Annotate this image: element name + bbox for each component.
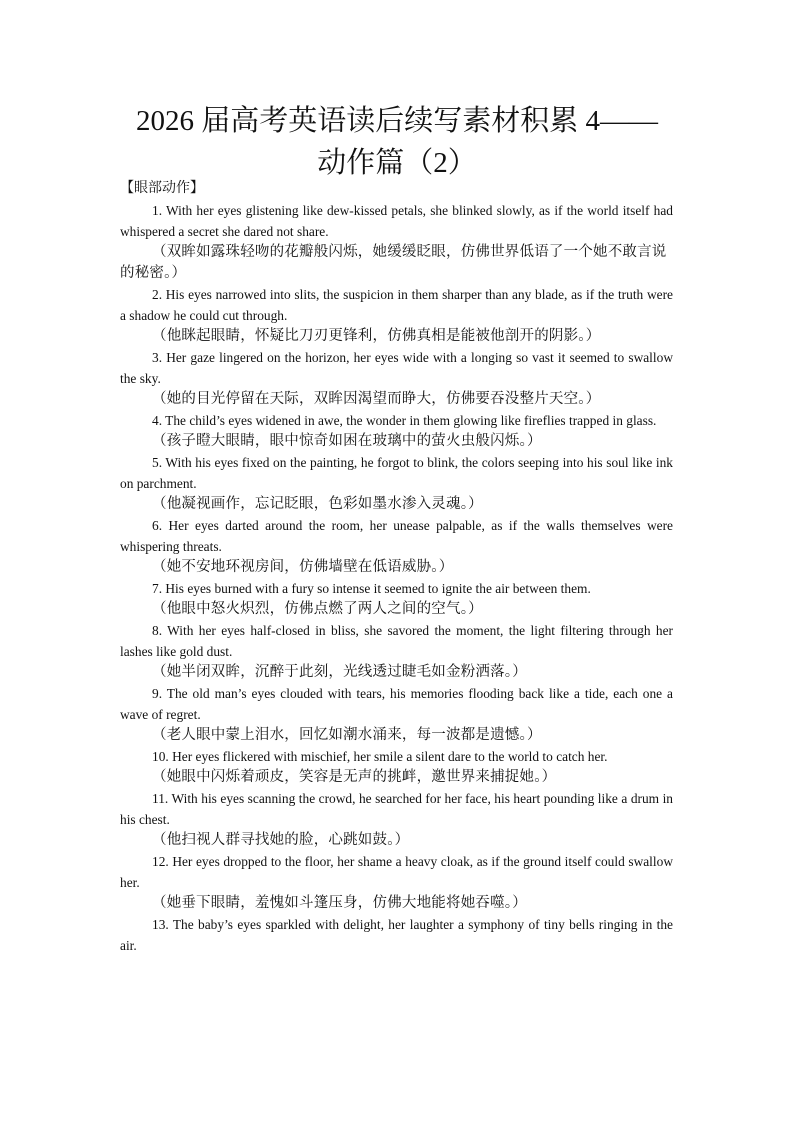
english-sentence: 6. Her eyes darted around the room, her unease palpable, as if the walls themselves were whispering threats. xyxy=(120,518,673,554)
english-sentence: 9. The old man’s eyes clouded with tears, his memories flooding back like a tide, each one a wave of regret. xyxy=(120,686,673,722)
english-sentence: 7. His eyes burned with a fury so intense it seemed to ignite the air between them. xyxy=(152,581,591,596)
page-title xyxy=(100,100,694,184)
chinese-translation: （她不安地环视房间，仿佛墙壁在低语威胁。） xyxy=(152,559,454,575)
chinese-translation: （她垂下眼睛，羞愧如斗篷压身，仿佛大地能将她吞噬。） xyxy=(152,895,527,911)
english-sentence: 2. His eyes narrowed into slits, the suspicion in them sharper than any blade, as if the truth were a shadow he could cut through. xyxy=(120,287,673,323)
english-sentence: 5. With his eyes fixed on the painting, he forgot to blink, the colors seeping into his soul like ink on parchment. xyxy=(120,455,673,491)
list-item xyxy=(120,914,673,956)
chinese-translation: （他眼中怒火炽烈，仿佛点燃了两人之间的空气。） xyxy=(152,601,483,617)
section-heading: 【眼部动作】 xyxy=(120,180,204,196)
english-sentence: 10. Her eyes flickered with mischief, her smile a silent dare to the world to catch her. xyxy=(152,749,608,764)
chinese-translation: （他扫视人群寻找她的脸，心跳如鼓。） xyxy=(152,832,410,848)
list-item xyxy=(120,746,673,788)
chinese-translation: （她半闭双眸，沉醉于此刻，光线透过睫毛如金粉洒落。） xyxy=(152,664,527,680)
list-item xyxy=(120,347,673,410)
list-item xyxy=(120,788,673,851)
list-item xyxy=(120,200,673,284)
item-list xyxy=(120,200,673,956)
chinese-translation: （双眸如露珠轻吻的花瓣般闪烁，她缓缓眨眼，仿佛世界低语了一个她不敢言说的秘密。） xyxy=(120,244,667,281)
chinese-translation: （他眯起眼睛，怀疑比刀刃更锋利，仿佛真相是能被他剖开的阴影。） xyxy=(152,328,601,344)
english-sentence: 12. Her eyes dropped to the floor, her shame a heavy cloak, as if the ground itself could swallow her. xyxy=(120,854,673,890)
chinese-translation: （他凝视画作，忘记眨眼，色彩如墨水渗入灵魂。） xyxy=(152,496,483,512)
english-sentence: 13. The baby’s eyes sparkled with delight, her laughter a symphony of tiny bells ringing in the air. xyxy=(120,917,673,953)
english-sentence: 8. With her eyes half-closed in bliss, she savored the moment, the light filtering through her lashes like gold dust. xyxy=(120,623,673,659)
page-title-line-1: 2026 届高考英语读后续写素材积累 4—— xyxy=(135,105,658,137)
english-sentence: 3. Her gaze lingered on the horizon, her eyes wide with a longing so vast it seemed to swallow the sky. xyxy=(120,350,673,386)
english-sentence: 11. With his eyes scanning the crowd, he searched for her face, his heart pounding like a drum in his chest. xyxy=(120,791,673,827)
list-item xyxy=(120,851,673,914)
list-item xyxy=(120,284,673,347)
chinese-translation: （孩子瞪大眼睛，眼中惊奇如困在玻璃中的萤火虫般闪烁。） xyxy=(152,433,542,449)
list-item xyxy=(120,578,673,620)
list-item xyxy=(120,452,673,515)
chinese-translation: （她眼中闪烁着顽皮，笑容是无声的挑衅，邀世界来捕捉她。） xyxy=(152,769,557,785)
list-item xyxy=(120,410,673,452)
chinese-translation: （老人眼中蒙上泪水，回忆如潮水涌来，每一波都是遗憾。） xyxy=(152,727,542,743)
page-title-line-2: 动作篇（2） xyxy=(317,147,477,179)
english-sentence: 1. With her eyes glistening like dew-kissed petals, she blinked slowly, as if the world itself had whispered a secret she dared not share. xyxy=(120,203,673,239)
english-sentence: 4. The child’s eyes widened in awe, the wonder in them glowing like fireflies trapped in glass. xyxy=(152,413,657,428)
list-item xyxy=(120,515,673,578)
chinese-translation: （她的目光停留在天际，双眸因渴望而睁大，仿佛要吞没整片天空。） xyxy=(152,391,601,407)
list-item xyxy=(120,683,673,746)
list-item xyxy=(120,620,673,683)
